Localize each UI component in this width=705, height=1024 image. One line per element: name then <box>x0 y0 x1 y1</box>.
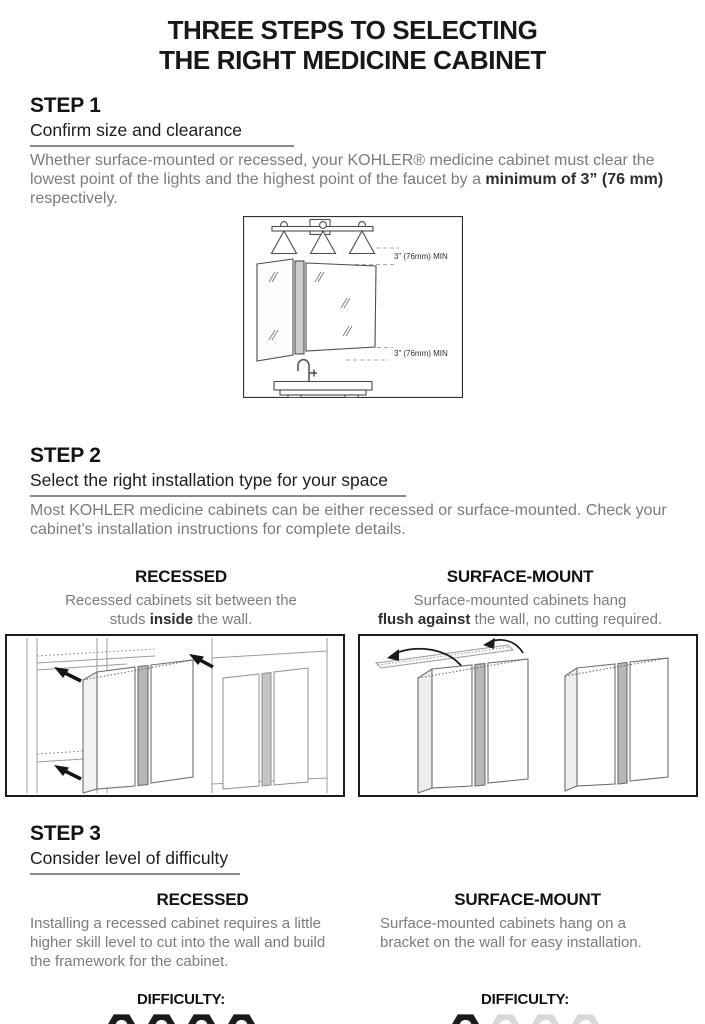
step2-surface-line2-bold: flush against <box>377 611 471 628</box>
installation-illustrations <box>5 634 697 797</box>
clearance-diagram-container <box>243 216 463 403</box>
surface-difficulty-label: DIFFICULTY: <box>480 991 570 1008</box>
sink-counter-drawing <box>274 382 372 398</box>
step3-surface-header: SURFACE-MOUNT <box>454 890 601 909</box>
surface-cabinet-left-drawing <box>418 659 528 793</box>
step2-recessed-line2-bold: inside <box>149 611 194 628</box>
step3-recessed-line3: the framework for the cabinet. <box>30 953 229 970</box>
medicine-cabinet-drawing <box>257 259 376 361</box>
step3-surface-column <box>380 890 675 971</box>
step1-body-bold: minimum of 3” (76 mm) <box>485 171 664 188</box>
page-title-line1: THREE STEPS TO SELECTING <box>167 15 538 45</box>
step2-subtitle: Select the right installation type for your space <box>30 470 406 497</box>
step3-heading: STEP 3 <box>30 822 101 845</box>
step2-recessed-text <box>30 591 332 629</box>
clearance-label-bottom: 3” (76mm) MIN <box>393 349 448 358</box>
page-title-line2: THE RIGHT MEDICINE CABINET <box>159 45 546 75</box>
step1-body-post: respectively. <box>30 190 118 207</box>
surface-difficulty-group <box>375 991 675 1024</box>
installed-cabinet-drawing <box>223 668 308 789</box>
difficulty-nut-icon <box>186 1013 217 1024</box>
step3-columns <box>30 890 675 971</box>
step2-surface-column <box>365 567 675 629</box>
step2-surface-line2-post: the wall, no cutting required. <box>470 611 663 628</box>
recessed-illustration <box>7 636 343 795</box>
step3-recessed-line2: higher skill level to cut into the wall and build <box>30 934 326 951</box>
step3-surface-text <box>380 914 675 952</box>
step2-recessed-line2-post: the wall. <box>193 611 253 628</box>
recessed-difficulty-label: DIFFICULTY: <box>136 991 226 1008</box>
surface-cabinet-right-drawing <box>565 658 668 791</box>
step2-columns <box>30 567 675 629</box>
recessed-difficulty-rating <box>30 1013 332 1024</box>
surface-mount-illustration <box>360 636 696 795</box>
step3-surface-line1: Surface-mounted cabinets hang on a <box>380 915 626 932</box>
step2-section <box>30 444 675 797</box>
step3-section <box>30 822 675 1024</box>
step2-recessed-line1: Recessed cabinets sit between the <box>65 592 297 609</box>
difficulty-nut-icon <box>226 1013 257 1024</box>
page-title <box>30 15 675 75</box>
step2-recessed-column <box>30 567 332 629</box>
step1-subtitle: Confirm size and clearance <box>30 120 294 147</box>
difficulty-nut-icon <box>570 1013 601 1024</box>
surface-difficulty-rating <box>375 1013 675 1024</box>
vanity-light-fixture <box>271 220 374 254</box>
step2-surface-line1: Surface-mounted cabinets hang <box>413 592 627 609</box>
difficulty-nut-icon <box>530 1013 561 1024</box>
step2-surface-header: SURFACE-MOUNT <box>446 567 594 586</box>
difficulty-nut-icon <box>490 1013 521 1024</box>
difficulty-nut-icon <box>146 1013 177 1024</box>
difficulty-nut-icon <box>450 1013 481 1024</box>
step1-heading: STEP 1 <box>30 94 101 117</box>
step1-section <box>30 94 675 403</box>
difficulty-nut-icon <box>106 1013 137 1024</box>
step2-surface-text <box>365 591 675 629</box>
step3-recessed-column <box>30 890 375 971</box>
step3-recessed-text <box>30 914 375 971</box>
step2-heading: STEP 2 <box>30 444 101 467</box>
recessed-difficulty-group <box>30 991 332 1024</box>
step2-body: Most KOHLER medicine cabinets can be either recessed or surface-mounted. Check your cabinet's installation instructions for complete details. <box>30 502 667 538</box>
step3-recessed-line1: Installing a recessed cabinet requires a little <box>30 915 321 932</box>
step1-body <box>30 151 675 208</box>
difficulty-row <box>30 991 675 1024</box>
step3-subtitle: Consider level of difficulty <box>30 848 240 875</box>
step3-surface-line2: bracket on the wall for easy installation. <box>380 934 642 951</box>
recessed-illustration-box <box>5 634 345 797</box>
clearance-diagram <box>243 216 463 398</box>
inserted-cabinet-drawing <box>83 660 193 793</box>
step3-recessed-header: RECESSED <box>156 890 249 909</box>
step1-body-pre: Whether surface-mounted or recessed, your KOHLER® medicine cabinet must clear the lowest point of the lights and the highest point of the faucet by a <box>30 152 655 188</box>
step2-recessed-line2-pre: studs <box>109 611 150 628</box>
clearance-label-top: 3” (76mm) MIN <box>393 252 448 261</box>
step2-recessed-header: RECESSED <box>135 567 227 586</box>
surface-mount-illustration-box <box>358 634 698 797</box>
